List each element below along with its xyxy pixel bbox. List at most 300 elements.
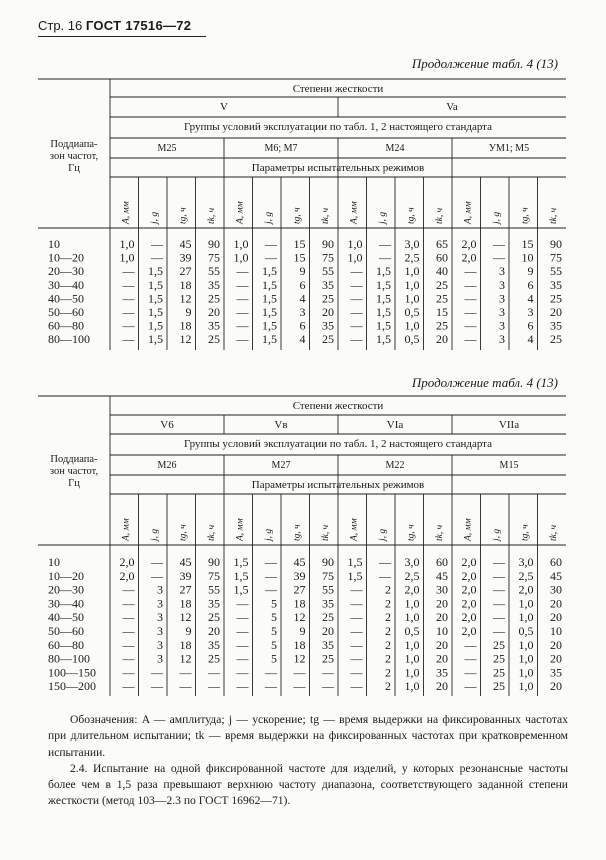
- cell-value: 5: [271, 637, 277, 652]
- cell-value: 1,5: [148, 305, 163, 319]
- cell-value: —: [350, 624, 363, 638]
- cell-value: 1,5: [376, 332, 391, 347]
- cell-value: 2,5: [404, 568, 420, 583]
- cell-value: —: [122, 332, 135, 347]
- cell-value: 2,5: [518, 568, 534, 583]
- cell-value: —: [122, 582, 135, 597]
- cell-value: 20: [436, 651, 448, 666]
- cell-value: 20: [436, 679, 448, 694]
- cell-value: 3: [157, 637, 163, 652]
- cell-value: 3,0: [404, 555, 420, 569]
- cell-value: 18: [179, 318, 192, 333]
- cell-value: 12: [179, 651, 192, 666]
- cell-value: —: [464, 637, 477, 652]
- cell-value: 25: [550, 291, 562, 306]
- row-range: 30—40: [48, 277, 84, 292]
- groups-header: Группы условий эксплуатации по табл. 1, 2 настоящего стандарта: [183, 438, 493, 450]
- cell-value: 18: [293, 596, 306, 611]
- cell-value: —: [122, 305, 135, 319]
- cell-value: 1,5: [376, 264, 391, 279]
- cell-value: 18: [179, 596, 192, 611]
- row-range: 20—30: [48, 582, 84, 597]
- table1-caption: Продолжение табл. 4 (13): [411, 56, 558, 71]
- cell-value: 12: [179, 610, 192, 625]
- cell-value: 25: [493, 651, 505, 666]
- cell-value: 10: [436, 624, 448, 638]
- cell-value: 35: [208, 596, 220, 611]
- cell-value: 55: [322, 264, 334, 279]
- cell-value: 5: [271, 610, 277, 625]
- cell-value: —: [236, 665, 249, 680]
- cell-value: 20: [436, 637, 448, 652]
- cell-value: 3: [157, 582, 163, 597]
- cell-value: —: [464, 318, 477, 333]
- cell-value: 25: [208, 291, 220, 306]
- cell-value: —: [265, 237, 277, 251]
- column-label: tk, ч: [548, 524, 559, 541]
- column-label: A, мм: [121, 201, 132, 224]
- cell-value: 3: [499, 264, 505, 279]
- cell-value: —: [265, 665, 277, 680]
- row-range: 60—80: [48, 318, 84, 333]
- cell-value: 20: [550, 305, 562, 319]
- cell-value: 3: [157, 610, 163, 625]
- cell-value: 39: [179, 568, 192, 583]
- params-header: Параметры испытательных режимов: [251, 479, 425, 491]
- group-label: M25: [157, 143, 177, 154]
- row-range: 40—50: [48, 291, 84, 306]
- cell-value: 25: [322, 332, 334, 347]
- cell-value: 1,5: [148, 277, 163, 292]
- cell-value: 25: [436, 318, 448, 333]
- cell-value: 55: [550, 264, 562, 279]
- cell-value: 25: [208, 610, 220, 625]
- params-header: Параметры испытательных режимов: [251, 162, 425, 174]
- cell-value: —: [293, 665, 306, 680]
- cell-value: 1,0: [518, 596, 534, 611]
- cell-value: 3,0: [518, 555, 534, 569]
- cell-value: 20: [436, 596, 448, 611]
- cell-value: 35: [550, 277, 562, 292]
- cell-value: 27: [293, 582, 306, 597]
- cell-value: 1,5: [262, 332, 277, 347]
- row-range: 10—20: [48, 568, 84, 583]
- cell-value: 1,0: [518, 679, 534, 694]
- cell-value: 60: [436, 250, 448, 265]
- column-label: tg, ч: [520, 207, 531, 224]
- cell-value: 1,0: [404, 318, 420, 333]
- cell-value: 20: [550, 596, 562, 611]
- cell-value: 3: [157, 651, 163, 666]
- cell-value: 0,5: [404, 332, 420, 347]
- cell-value: 40: [436, 264, 448, 279]
- cell-value: 45: [550, 568, 562, 583]
- column-label: A, мм: [463, 201, 474, 224]
- cell-value: 2,5: [404, 250, 420, 265]
- cell-value: 25: [322, 291, 334, 306]
- cell-value: —: [265, 250, 277, 265]
- designations-note: Обозначения: A — амплитуда; j — ускорение; tg — время выдержки на фиксированных частотах при длительном испытании; tk — время выдержки на фиксированных частотах при кратковременном испытании.: [48, 713, 568, 759]
- cell-value: —: [379, 237, 391, 251]
- cell-value: 2,0: [119, 568, 135, 583]
- cell-value: 2,0: [461, 624, 477, 638]
- cell-value: 60: [436, 555, 448, 569]
- cell-value: 45: [436, 568, 448, 583]
- cell-value: 35: [550, 318, 562, 333]
- cell-value: —: [493, 555, 505, 569]
- degree-header: Степени жесткости: [292, 400, 384, 412]
- cell-value: —: [464, 277, 477, 292]
- cell-value: 2: [385, 610, 391, 625]
- cell-value: —: [122, 624, 135, 638]
- cell-value: 55: [322, 582, 334, 597]
- cell-value: 1,0: [233, 250, 249, 265]
- cell-value: 12: [293, 610, 306, 625]
- column-label: j, g: [491, 528, 502, 541]
- cell-value: 20: [208, 305, 220, 319]
- column-label: tg, ч: [520, 524, 531, 541]
- cell-value: 25: [493, 665, 505, 680]
- cell-value: 1,0: [518, 637, 534, 652]
- notes: [48, 712, 568, 810]
- page-number: Стр. 16: [38, 18, 83, 33]
- degree-label: VIa: [386, 419, 404, 431]
- cell-value: 2,0: [461, 568, 477, 583]
- column-label: j, g: [377, 211, 388, 224]
- column-label: tg, ч: [292, 524, 303, 541]
- cell-value: —: [350, 291, 363, 306]
- cell-value: 90: [322, 237, 334, 251]
- cell-value: 3: [499, 318, 505, 333]
- cell-value: 35: [550, 665, 562, 680]
- cell-value: —: [493, 596, 505, 611]
- cell-value: —: [464, 305, 477, 319]
- cell-value: 75: [550, 250, 562, 265]
- cell-value: 1,0: [119, 250, 135, 265]
- row-range: 80—100: [48, 651, 90, 666]
- cell-value: 90: [322, 555, 334, 569]
- cell-value: —: [122, 651, 135, 666]
- cell-value: —: [493, 568, 505, 583]
- cell-value: 75: [322, 250, 334, 265]
- cell-value: 1,5: [262, 264, 277, 279]
- cell-value: 2: [385, 651, 391, 666]
- cell-value: —: [350, 318, 363, 333]
- cell-value: 1,0: [404, 596, 420, 611]
- cell-value: 9: [185, 624, 192, 638]
- cell-value: 4: [527, 291, 534, 306]
- range-header-line: Поддиапа-: [50, 454, 98, 465]
- cell-value: 5: [271, 624, 277, 638]
- cell-value: 1,0: [119, 237, 135, 251]
- column-label: j, g: [491, 211, 502, 224]
- cell-value: 1,0: [518, 610, 534, 625]
- cell-value: —: [464, 651, 477, 666]
- cell-value: 20: [550, 651, 562, 666]
- column-label: j, g: [149, 528, 160, 541]
- cell-value: —: [151, 250, 163, 265]
- cell-value: —: [265, 679, 277, 694]
- cell-value: 3: [499, 305, 505, 319]
- cell-value: —: [151, 568, 163, 583]
- standard-id: ГОСТ 17516—72: [85, 18, 192, 33]
- cell-value: —: [151, 665, 163, 680]
- cell-value: 18: [293, 637, 306, 652]
- cell-value: 1,5: [347, 568, 363, 583]
- cell-value: 9: [185, 305, 192, 319]
- cell-value: 3: [527, 305, 534, 319]
- cell-value: —: [122, 318, 135, 333]
- cell-value: 55: [208, 582, 220, 597]
- cell-value: 1,5: [233, 555, 249, 569]
- cell-value: —: [151, 555, 163, 569]
- cell-value: 65: [436, 237, 448, 251]
- cell-value: 2: [385, 582, 391, 597]
- cell-value: 0,5: [404, 305, 420, 319]
- cell-value: 5: [271, 596, 277, 611]
- row-range: 20—30: [48, 264, 84, 279]
- cell-value: 1,0: [347, 250, 363, 265]
- cell-value: 5: [271, 651, 277, 666]
- degree-label: VIIa: [498, 419, 520, 431]
- cell-value: 6: [299, 277, 306, 292]
- cell-value: 25: [436, 277, 448, 292]
- cell-value: 27: [179, 264, 192, 279]
- cell-value: 12: [179, 291, 192, 306]
- cell-value: —: [179, 679, 192, 694]
- cell-value: —: [236, 277, 249, 292]
- cell-value: 1,0: [404, 637, 420, 652]
- paragraph-2-4: 2.4. Испытание на одной фиксированной частоте для изделий, у которых резонансные частоты более чем в 1,5 раза превышают верхнюю частоту диапазона, соответствующего заданной степени жесткости (метод 103—2.3 по ГОСТ 16962—71).: [48, 761, 568, 808]
- cell-value: 35: [322, 596, 334, 611]
- cell-value: —: [122, 665, 135, 680]
- cell-value: 2: [385, 665, 391, 680]
- cell-value: 1,5: [376, 305, 391, 319]
- cell-value: 20: [550, 679, 562, 694]
- column-label: tk, ч: [320, 524, 331, 541]
- cell-value: 1,0: [404, 665, 420, 680]
- cell-value: 0,5: [518, 624, 534, 638]
- column-label: tg, ч: [406, 524, 417, 541]
- cell-value: 1,0: [404, 651, 420, 666]
- cell-value: —: [122, 277, 135, 292]
- range-header-line: зон частот,: [49, 466, 99, 477]
- column-label: A, мм: [463, 518, 474, 541]
- cell-value: —: [350, 651, 363, 666]
- cell-value: 2: [385, 679, 391, 694]
- row-range: 40—50: [48, 610, 84, 625]
- cell-value: —: [122, 610, 135, 625]
- cell-value: —: [236, 610, 249, 625]
- column-label: tg, ч: [178, 524, 189, 541]
- degree-label: Va: [446, 101, 458, 113]
- cell-value: 20: [322, 624, 334, 638]
- cell-value: 25: [208, 332, 220, 347]
- cell-value: 2: [385, 637, 391, 652]
- row-range: 10: [48, 555, 60, 569]
- cell-value: 2,0: [119, 555, 135, 569]
- cell-value: 3: [499, 291, 505, 306]
- cell-value: 1,5: [233, 582, 249, 597]
- cell-value: 2,0: [461, 250, 477, 265]
- cell-value: 2: [385, 596, 391, 611]
- group-label: УМ1; M5: [488, 143, 530, 154]
- column-label: tk, ч: [206, 524, 217, 541]
- cell-value: 0,5: [404, 624, 420, 638]
- cell-value: 39: [179, 250, 192, 265]
- cell-value: 90: [208, 237, 220, 251]
- cell-value: 6: [527, 277, 534, 292]
- cell-value: —: [236, 264, 249, 279]
- cell-value: —: [350, 277, 363, 292]
- degree-label: Vв: [274, 419, 288, 431]
- cell-value: —: [350, 637, 363, 652]
- cell-value: 25: [493, 679, 505, 694]
- column-label: j, g: [377, 528, 388, 541]
- cell-value: 75: [208, 568, 220, 583]
- range-header-line: зон частот,: [49, 151, 99, 162]
- cell-value: —: [464, 665, 477, 680]
- cell-value: 1,5: [148, 332, 163, 347]
- group-label: M26: [157, 460, 177, 471]
- cell-value: —: [379, 555, 391, 569]
- row-range: 50—60: [48, 305, 84, 319]
- cell-value: 1,5: [376, 318, 391, 333]
- cell-value: —: [122, 596, 135, 611]
- cell-value: —: [236, 651, 249, 666]
- cell-value: 25: [550, 332, 562, 347]
- column-label: j, g: [149, 211, 160, 224]
- cell-value: 1,5: [148, 291, 163, 306]
- cell-value: 39: [293, 568, 306, 583]
- cell-value: 35: [208, 277, 220, 292]
- cell-value: —: [322, 679, 334, 694]
- cell-value: —: [179, 665, 192, 680]
- cell-value: 45: [179, 237, 192, 251]
- group-label: M15: [499, 460, 519, 471]
- column-label: tg, ч: [292, 207, 303, 224]
- cell-value: 1,0: [404, 610, 420, 625]
- cell-value: 25: [493, 637, 505, 652]
- column-label: A, мм: [235, 201, 246, 224]
- cell-value: 1,0: [518, 665, 534, 680]
- cell-value: —: [208, 679, 220, 694]
- degree-label: V: [220, 101, 228, 113]
- cell-value: 35: [436, 665, 448, 680]
- cell-value: 2,0: [404, 582, 420, 597]
- cell-value: 4: [299, 332, 306, 347]
- cell-value: —: [122, 264, 135, 279]
- cell-value: 1,0: [404, 277, 420, 292]
- degree-label: V6: [160, 419, 174, 431]
- cell-value: —: [493, 250, 505, 265]
- cell-value: 2,0: [461, 582, 477, 597]
- group-label: M27: [271, 460, 291, 471]
- cell-value: 35: [322, 318, 334, 333]
- group-label: M6; M7: [264, 143, 298, 154]
- cell-value: 1,0: [404, 679, 420, 694]
- cell-value: —: [350, 596, 363, 611]
- cell-value: —: [236, 624, 249, 638]
- cell-value: 2,0: [461, 555, 477, 569]
- cell-value: —: [350, 610, 363, 625]
- cell-value: —: [350, 582, 363, 597]
- cell-value: —: [350, 264, 363, 279]
- cell-value: 1,5: [262, 277, 277, 292]
- column-label: tk, ч: [320, 207, 331, 224]
- group-label: M24: [385, 143, 405, 154]
- column-label: tk, ч: [548, 207, 559, 224]
- cell-value: 90: [550, 237, 562, 251]
- cell-value: 2,0: [461, 610, 477, 625]
- cell-value: 1,0: [347, 237, 363, 251]
- cell-value: —: [464, 291, 477, 306]
- row-range: 50—60: [48, 624, 84, 638]
- cell-value: 1,0: [518, 651, 534, 666]
- cell-value: —: [122, 679, 135, 694]
- cell-value: —: [236, 596, 249, 611]
- cell-value: 4: [527, 332, 534, 347]
- degree-header: Степени жесткости: [292, 83, 384, 95]
- cell-value: 1,5: [233, 568, 249, 583]
- cell-value: 15: [436, 305, 448, 319]
- cell-value: —: [464, 332, 477, 347]
- cell-value: —: [236, 291, 249, 306]
- cell-value: 3: [157, 596, 163, 611]
- cell-value: 90: [208, 555, 220, 569]
- cell-value: 60: [550, 555, 562, 569]
- cell-value: 35: [322, 637, 334, 652]
- cell-value: —: [293, 679, 306, 694]
- cell-value: 18: [179, 637, 192, 652]
- cell-value: 9: [299, 264, 306, 279]
- cell-value: 45: [179, 555, 192, 569]
- cell-value: 30: [436, 582, 448, 597]
- cell-value: 3: [157, 624, 163, 638]
- cell-value: —: [151, 237, 163, 251]
- column-label: A, мм: [121, 518, 132, 541]
- cell-value: 10: [521, 250, 534, 265]
- column-label: tk, ч: [434, 524, 445, 541]
- cell-value: 15: [293, 250, 306, 265]
- cell-value: —: [236, 332, 249, 347]
- cell-value: —: [265, 582, 277, 597]
- cell-value: 1,5: [347, 555, 363, 569]
- column-label: tg, ч: [406, 207, 417, 224]
- cell-value: 2,0: [518, 582, 534, 597]
- cell-value: 2,0: [461, 237, 477, 251]
- cell-value: —: [236, 637, 249, 652]
- row-range: 100—150: [48, 665, 96, 680]
- row-range: 150—200: [48, 679, 96, 694]
- cell-value: —: [464, 679, 477, 694]
- cell-value: 20: [436, 332, 448, 347]
- table2-caption: Продолжение табл. 4 (13): [411, 375, 558, 390]
- cell-value: —: [350, 332, 363, 347]
- cell-value: 1,5: [376, 291, 391, 306]
- cell-value: 10: [550, 624, 562, 638]
- cell-value: —: [151, 679, 163, 694]
- column-label: tk, ч: [434, 207, 445, 224]
- cell-value: —: [236, 305, 249, 319]
- cell-value: 25: [208, 651, 220, 666]
- cell-value: —: [236, 679, 249, 694]
- cell-value: 15: [521, 237, 534, 251]
- cell-value: —: [350, 679, 363, 694]
- cell-value: —: [493, 624, 505, 638]
- column-label: A, мм: [349, 518, 360, 541]
- cell-value: 20: [436, 610, 448, 625]
